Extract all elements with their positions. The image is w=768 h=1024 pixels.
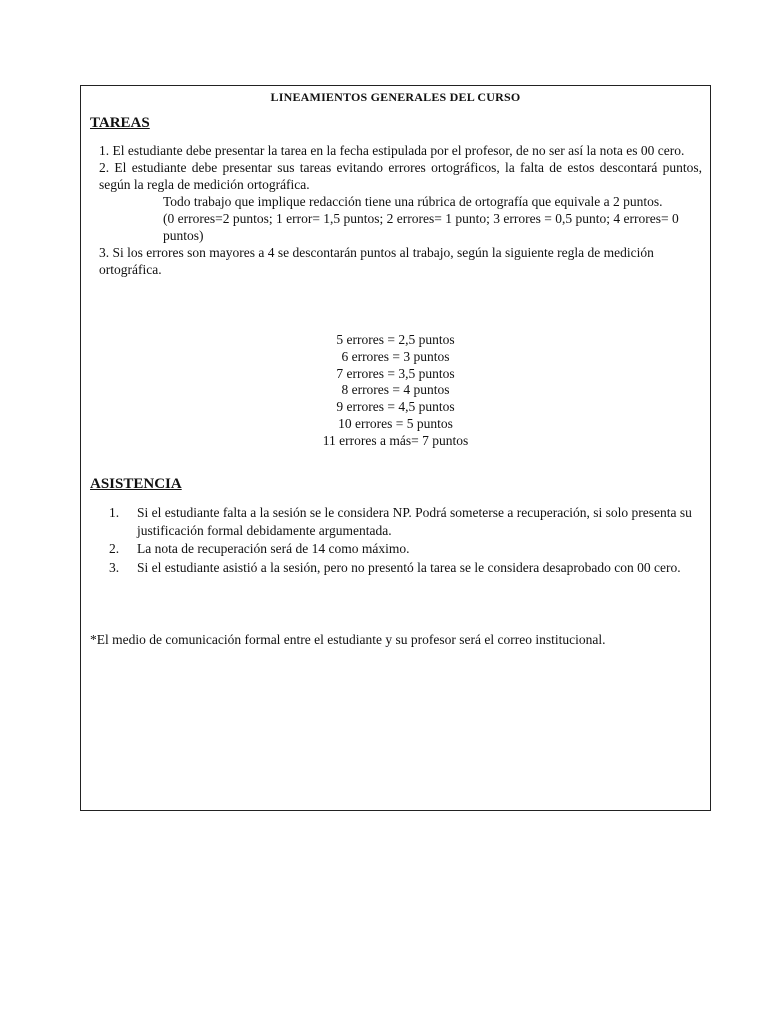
tareas-heading: TAREAS <box>90 115 150 131</box>
error-deduction-rules <box>81 332 710 450</box>
document-title: LINEAMIENTOS GENERALES DEL CURSO <box>270 90 521 104</box>
rule-line: 5 errores = 2,5 puntos <box>336 332 455 347</box>
tareas-item-3: 3. Si los errores son mayores a 4 se descontarán puntos al trabajo, según la siguiente regla de medición ortográfica. <box>99 245 654 277</box>
rule-line: 9 errores = 4,5 puntos <box>336 399 455 415</box>
item-text: La nota de recuperación será de 14 como máximo. <box>137 541 410 556</box>
rule-line: 7 errores = 3,5 puntos <box>336 365 455 381</box>
item-number: 3. <box>109 559 120 575</box>
rule-line: 6 errores = 3 puntos <box>341 348 450 364</box>
item-text: Si el estudiante asistió a la sesión, pero no presentó la tarea se le considera desaprobado con 00 cero. <box>137 559 681 575</box>
asistencia-heading: ASISTENCIA <box>90 476 182 492</box>
rule-line: 11 errores a más= 7 puntos <box>322 432 469 448</box>
rule-line: 10 errores = 5 puntos <box>338 415 453 431</box>
asistencia-item <box>109 540 702 558</box>
guidelines-box <box>80 85 711 811</box>
item-number: 2. <box>109 541 120 556</box>
asistencia-item <box>109 559 702 577</box>
asistencia-list <box>109 504 702 577</box>
item-text: Si el estudiante falta a la sesión se le considera NP. Podrá someterse a recuperación, si solo presenta su justificación formal debidamente argumentada. <box>137 505 692 538</box>
rule-line: 8 errores = 4 puntos <box>341 382 450 398</box>
communication-note: *El medio de comunicación formal entre el estudiante y su profesor será el correo institucional. <box>90 632 606 647</box>
tareas-body <box>99 142 702 278</box>
tareas-item-2-rubric: Todo trabajo que implique redacción tiene una rúbrica de ortografía que equivale a 2 puntos. <box>163 194 663 209</box>
asistencia-item <box>109 504 702 539</box>
tareas-item-2-scale: (0 errores=2 puntos; 1 error= 1,5 puntos; 2 errores= 1 punto; 3 errores = 0,5 punto; 4 errores= 0 puntos) <box>163 211 679 243</box>
tareas-item-1: 1. El estudiante debe presentar la tarea en la fecha estipulada por el profesor, de no ser así la nota es 00 cero. <box>99 143 685 158</box>
tareas-item-2: 2. El estudiante debe presentar sus tareas evitando errores ortográficos, la falta de estos descontará puntos, según la regla de medición ortográfica. <box>99 160 702 192</box>
item-number: 1. <box>109 505 120 520</box>
